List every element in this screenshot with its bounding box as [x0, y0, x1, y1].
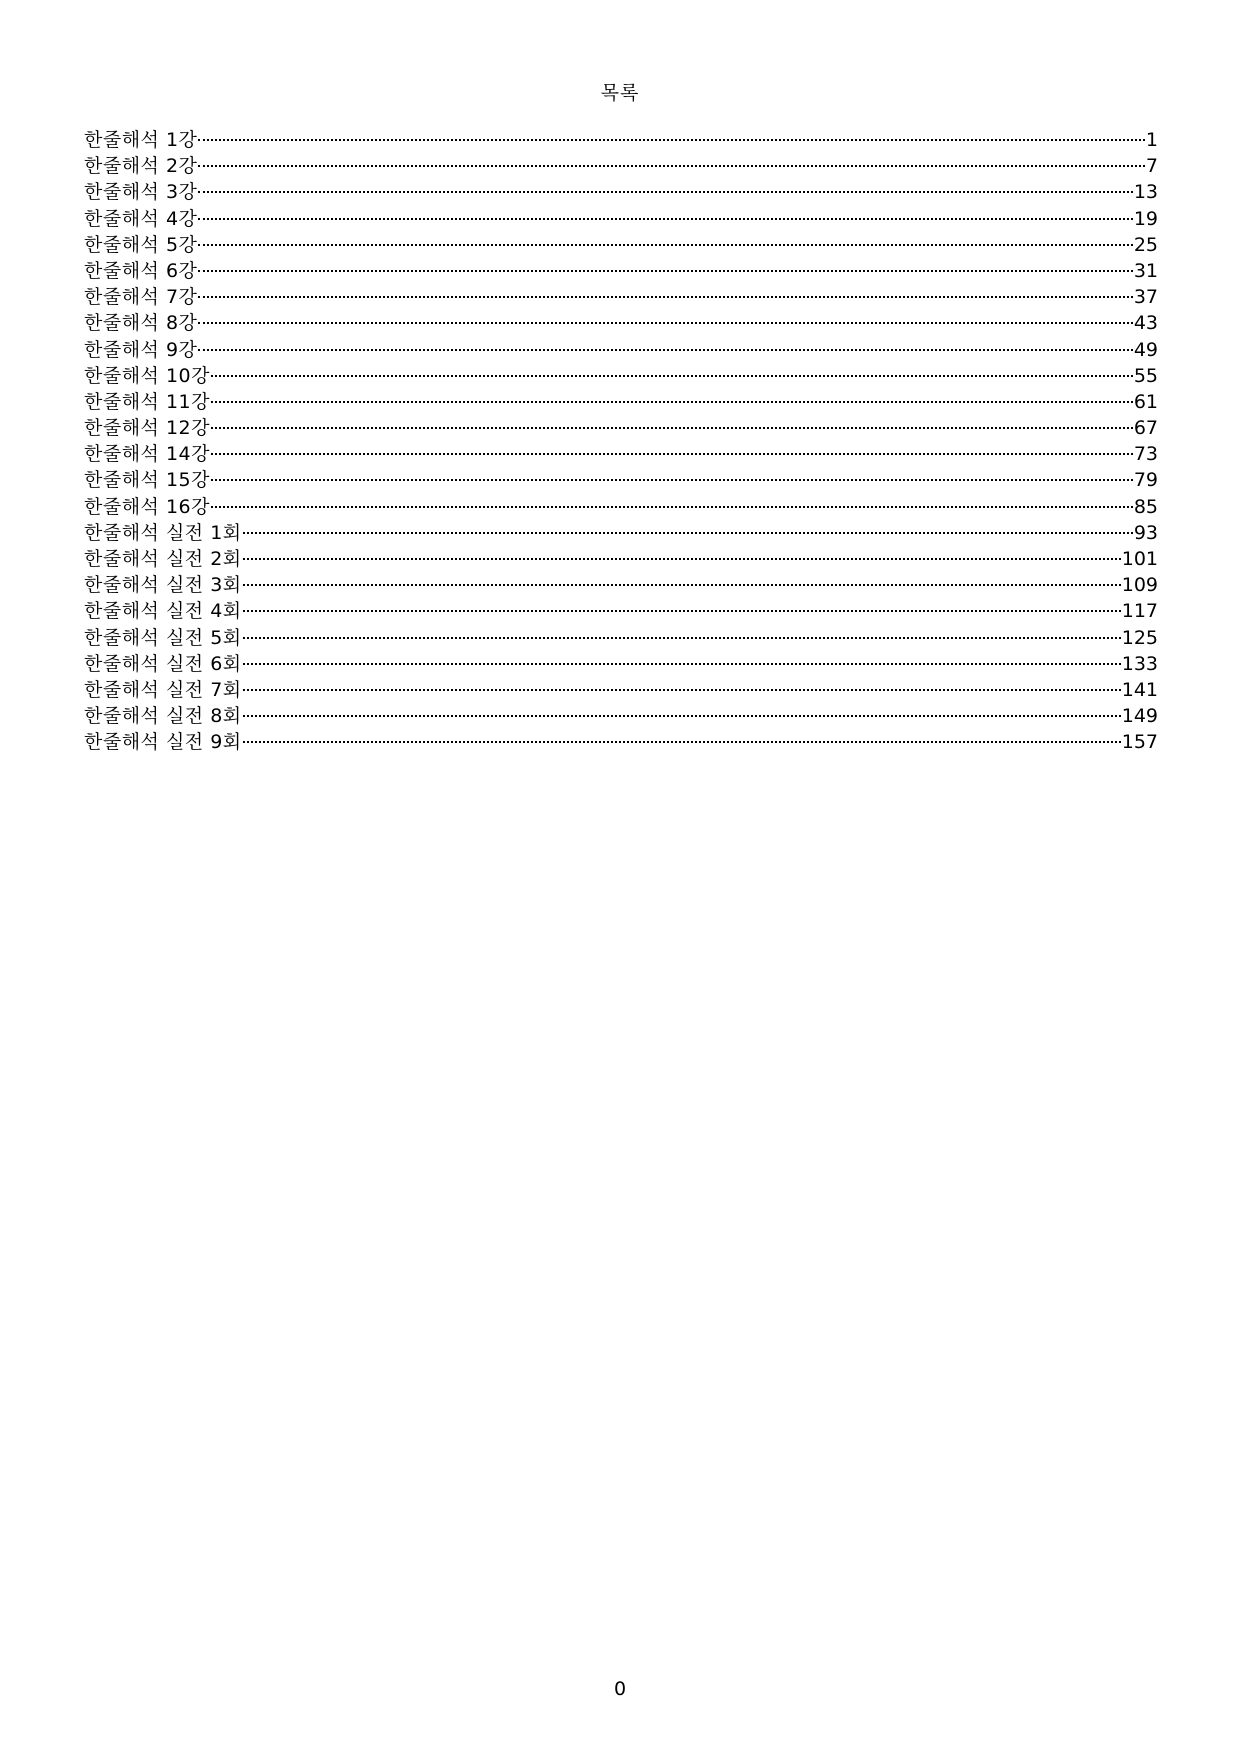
toc-entry-label: 한줄해석 8강 [84, 312, 198, 335]
toc-entry-label: 한줄해석 실전 4회 [84, 600, 242, 623]
toc-dot-leader [243, 558, 1121, 560]
toc-entry-page: 157 [1121, 731, 1158, 754]
toc-entry-label: 한줄해석 12강 [84, 417, 210, 440]
toc-entry-label: 한줄해석 10강 [84, 364, 210, 387]
toc-dot-leader [211, 506, 1133, 508]
toc-dot-leader [243, 689, 1121, 691]
toc-entry-page: 37 [1133, 286, 1158, 309]
toc-dot-leader [198, 296, 1132, 298]
toc-entry-page: 133 [1121, 652, 1158, 675]
toc-entry-label: 한줄해석 2강 [84, 155, 198, 178]
toc-entry-label: 한줄해석 11강 [84, 390, 210, 413]
page-number: 0 [613, 1678, 627, 1700]
toc-entry[interactable] [84, 179, 1158, 205]
toc-entry-label: 한줄해석 실전 5회 [84, 626, 242, 649]
toc-entry-label: 한줄해석 실전 6회 [84, 652, 242, 675]
toc-entry-page: 55 [1133, 364, 1158, 387]
toc-dot-leader [198, 322, 1132, 324]
toc-entry-label: 한줄해석 실전 3회 [84, 574, 242, 597]
toc-entry-label: 한줄해석 실전 8회 [84, 705, 242, 728]
toc-title: 목록 [600, 82, 640, 104]
toc-entry[interactable] [84, 729, 1158, 755]
toc-entry-label: 한줄해석 6강 [84, 259, 198, 282]
toc-dot-leader [243, 532, 1133, 534]
toc-dot-leader [211, 375, 1133, 377]
toc-entry-page: 101 [1121, 548, 1158, 570]
toc-entry-label: 한줄해석 실전 2회 [84, 548, 242, 570]
toc-entry[interactable] [84, 415, 1158, 441]
toc-entry-label: 한줄해석 1강 [84, 129, 198, 151]
toc-entry-page: 19 [1133, 207, 1158, 230]
toc-entry-page: 13 [1133, 181, 1158, 204]
toc-entry-page: 93 [1133, 521, 1158, 544]
toc-entry-page: 73 [1133, 443, 1158, 466]
toc-entry-page: 85 [1133, 495, 1158, 518]
toc-entry[interactable] [84, 467, 1158, 493]
toc-entry-page: 149 [1121, 705, 1158, 728]
toc-entry[interactable] [84, 206, 1158, 232]
toc-entry-page: 109 [1121, 574, 1158, 597]
toc-dot-leader [243, 741, 1121, 743]
toc-dot-leader [198, 349, 1132, 351]
toc-entry-label: 한줄해석 16강 [84, 495, 210, 518]
toc-entry-page: 31 [1133, 259, 1158, 282]
toc-entry-label: 한줄해석 15강 [84, 469, 210, 492]
toc-entry[interactable] [84, 546, 1158, 572]
toc-entry[interactable] [84, 284, 1158, 310]
toc-dot-leader [198, 165, 1145, 167]
toc-entry-page: 61 [1133, 390, 1158, 413]
toc-dot-leader [211, 427, 1133, 429]
toc-entry[interactable] [84, 441, 1158, 467]
toc-entry-label: 한줄해석 7강 [84, 286, 198, 309]
toc-entry-page: 141 [1121, 678, 1158, 701]
toc-dot-leader [243, 584, 1121, 586]
toc-dot-leader [211, 401, 1133, 403]
toc-list [84, 127, 1158, 756]
toc-entry-page: 43 [1133, 312, 1158, 335]
toc-entry[interactable] [84, 598, 1158, 624]
toc-entry[interactable] [84, 677, 1158, 703]
toc-entry-page: 117 [1121, 600, 1158, 623]
toc-dot-leader [243, 637, 1121, 639]
toc-entry[interactable] [84, 651, 1158, 677]
toc-entry-label: 한줄해석 실전 1회 [84, 521, 242, 544]
toc-dot-leader [243, 610, 1121, 612]
toc-entry-page: 67 [1133, 417, 1158, 440]
toc-entry[interactable] [84, 232, 1158, 258]
toc-entry[interactable] [84, 363, 1158, 389]
toc-entry-label: 한줄해석 실전 9회 [84, 731, 242, 754]
toc-entry[interactable] [84, 625, 1158, 651]
toc-entry-label: 한줄해석 실전 7회 [84, 678, 242, 701]
toc-entry[interactable] [84, 572, 1158, 598]
toc-entry[interactable] [84, 310, 1158, 336]
toc-dot-leader [243, 663, 1121, 665]
toc-entry[interactable] [84, 127, 1158, 153]
toc-entry-page: 7 [1145, 155, 1158, 178]
toc-dot-leader [243, 715, 1121, 717]
toc-entry-label: 한줄해석 4강 [84, 207, 198, 230]
toc-entry-page: 49 [1133, 338, 1158, 361]
toc-entry[interactable] [84, 153, 1158, 179]
toc-entry-page: 125 [1121, 626, 1158, 649]
toc-entry[interactable] [84, 494, 1158, 520]
toc-dot-leader [211, 453, 1133, 455]
toc-dot-leader [198, 218, 1132, 220]
toc-entry[interactable] [84, 703, 1158, 729]
toc-dot-leader [198, 270, 1132, 272]
toc-entry-label: 한줄해석 5강 [84, 233, 198, 256]
toc-entry[interactable] [84, 520, 1158, 546]
toc-dot-leader [198, 191, 1132, 193]
toc-entry[interactable] [84, 389, 1158, 415]
toc-entry-page: 1 [1145, 129, 1158, 151]
toc-entry-page: 25 [1133, 233, 1158, 256]
toc-entry[interactable] [84, 337, 1158, 363]
toc-entry-label: 한줄해석 3강 [84, 181, 198, 204]
toc-dot-leader [211, 479, 1133, 481]
toc-entry-page: 79 [1133, 469, 1158, 492]
toc-entry-label: 한줄해석 9강 [84, 338, 198, 361]
toc-dot-leader [198, 139, 1145, 141]
toc-entry-label: 한줄해석 14강 [84, 443, 210, 466]
toc-dot-leader [198, 244, 1132, 246]
toc-entry[interactable] [84, 258, 1158, 284]
